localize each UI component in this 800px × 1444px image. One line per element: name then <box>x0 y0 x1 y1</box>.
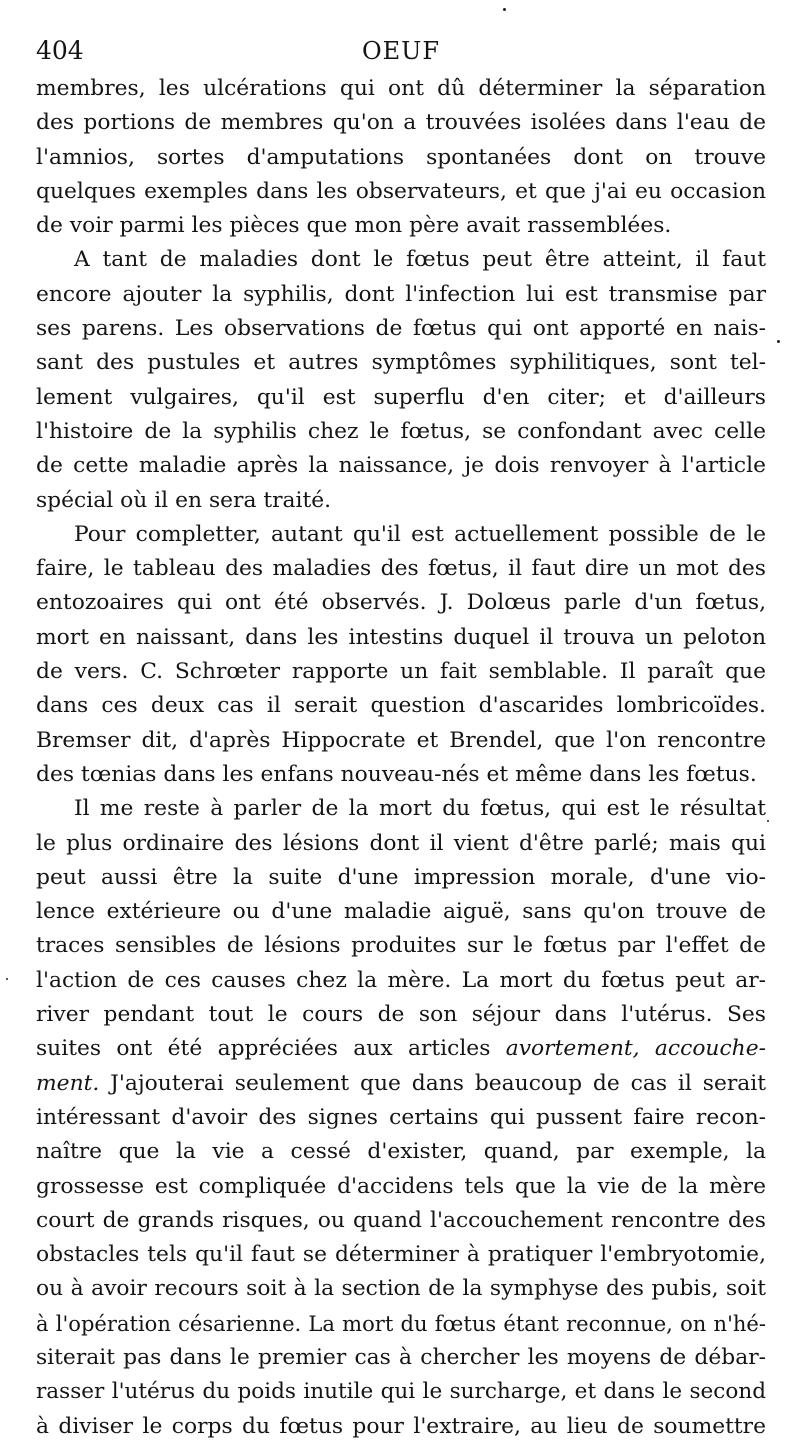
text-line: grossesse est compliquée d'accidens tels que la vie de la mère <box>36 1173 766 1199</box>
text-line: river pendant tout le cours de son séjour dans l'utérus. Ses <box>36 1002 766 1028</box>
text-line: à diviser le corps du fœtus pour l'extraire, au lieu de soumettre <box>36 1413 766 1439</box>
text-line: lement vulgaires, qu'il est superflu d'en citer; et d'ailleurs <box>36 384 766 410</box>
paragraph-start-line: Pour completter, autant qu'il est actuellement possible de le <box>74 521 766 547</box>
text-line: ou à avoir recours soit à la section de la symphyse des pubis, soit <box>36 1276 766 1302</box>
text-line: naître que la vie a cessé d'exister, quand, par exemple, la <box>36 1139 766 1165</box>
running-head: OEUF <box>361 37 441 65</box>
text-line: le plus ordinaire des lésions dont il vient d'être parlé; mais qui <box>36 830 766 856</box>
text-line: mort en naissant, dans les intestins duquel il trouva un peloton <box>36 624 766 650</box>
text-line: de cette maladie après la naissance, je dois renvoyer à l'article <box>36 453 766 479</box>
book-page <box>36 36 766 1444</box>
page-number: 404 <box>36 36 84 65</box>
text-line: de vers. C. Schrœter rapporte un fait semblable. Il paraît que <box>36 659 766 685</box>
text-line: l'amnios, sortes d'amputations spontanées dont on trouve <box>36 144 766 170</box>
paragraph-start-line: Il me reste à parler de la mort du fœtus, qui est le résultat <box>74 796 766 822</box>
text-line: des portions de membres qu'on a trouvées isolées dans l'eau de <box>36 110 766 136</box>
text-line: encore ajouter la syphilis, dont l'infection lui est transmise par <box>36 281 766 307</box>
line-text: suites ont été appréciées aux articles <box>36 1036 506 1062</box>
print-speck <box>503 8 506 11</box>
text-line: spécial où il en sera traité. <box>36 487 332 513</box>
italic-term: avortement, accouche- <box>505 1036 766 1062</box>
text-line: sant des pustules et autres symptômes syphilitiques, sont tel- <box>36 350 766 376</box>
line-text: J'ajouterai seulement que dans beaucoup de cas il serait <box>99 1070 766 1096</box>
text-line: de voir parmi les pièces que mon père avait rassemblées. <box>36 213 672 239</box>
text-line: quelques exemples dans les observateurs, et que j'ai eu occasion <box>36 178 766 204</box>
body-text <box>36 72 766 1444</box>
text-line: dans ces deux cas il serait question d'ascarides lombricoïdes. <box>36 693 766 719</box>
text-line: à l'opération césarienne. La mort du fœtus étant reconnue, on n'hé- <box>36 1310 766 1336</box>
page-header <box>36 36 766 72</box>
text-line: faire, le tableau des maladies des fœtus, il faut dire un mot des <box>36 556 766 582</box>
text-line: court de grands risques, ou quand l'accouchement rencontre des <box>36 1207 766 1233</box>
text-line: entozoaires qui ont été observés. J. Dolœus parle d'un fœtus, <box>36 590 766 616</box>
print-speck <box>6 978 8 980</box>
text-line <box>36 1032 766 1066</box>
text-line: l'histoire de la syphilis chez le fœtus, se confondant avec celle <box>36 418 766 444</box>
text-line: traces sensibles de lésions produites sur le fœtus par l'effet de <box>36 933 766 959</box>
text-line: obstacles tels qu'il faut se déterminer à pratiquer l'embryotomie, <box>36 1242 766 1268</box>
text-line: l'action de ces causes chez la mère. La mort du fœtus peut ar- <box>36 967 766 993</box>
text-line: intéressant d'avoir des signes certains qui pussent faire recon- <box>36 1104 766 1130</box>
text-line <box>36 1067 766 1101</box>
text-line: rasser l'utérus du poids inutile qui le surcharge, et dans le second <box>36 1379 766 1405</box>
text-line: membres, les ulcérations qui ont dû déterminer la séparation <box>36 76 766 101</box>
print-speck <box>777 340 780 343</box>
text-line: des tœnias dans les enfans nouveau-nés et même dans les fœtus. <box>36 761 757 787</box>
italic-term: ment. <box>36 1070 100 1096</box>
paragraph-start-line: A tant de maladies dont le fœtus peut être atteint, il faut <box>74 247 766 273</box>
text-line: Bremser dit, d'après Hippocrate et Brendel, que l'on rencontre <box>36 727 766 753</box>
text-line: ses parens. Les observations de fœtus qui ont apporté en nais- <box>36 316 766 342</box>
text-line: peut aussi être la suite d'une impression morale, d'une vio- <box>36 864 766 890</box>
print-speck <box>767 820 769 822</box>
text-line: siterait pas dans le premier cas à chercher les moyens de débar- <box>36 1344 766 1370</box>
text-line: lence extérieure ou d'une maladie aiguë, sans qu'on trouve de <box>36 899 766 925</box>
